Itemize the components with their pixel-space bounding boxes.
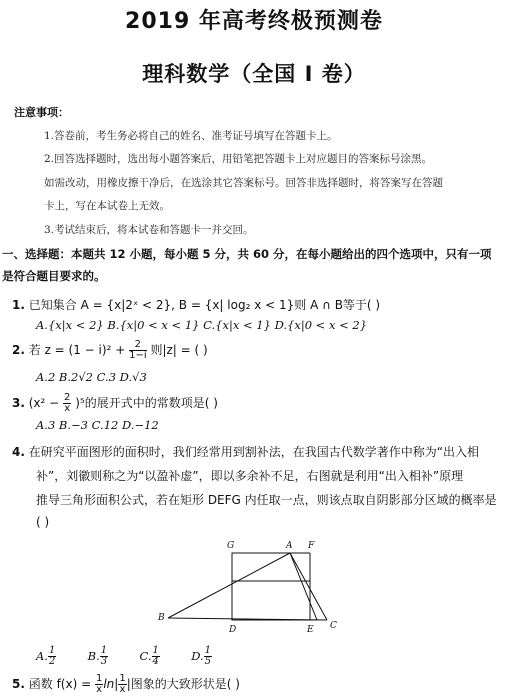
option-letter: D. (191, 648, 204, 663)
fraction (100, 646, 108, 667)
question-number: 3. (12, 396, 25, 410)
denominator: 4 (152, 656, 159, 667)
rectangle-defg (232, 553, 317, 620)
label-b: B (158, 613, 165, 623)
numerator: 1 (100, 645, 108, 656)
question-number: 4. (12, 445, 25, 459)
question-number: 5. (12, 677, 25, 691)
denominator: x (64, 403, 71, 414)
denominator: 1−i (129, 350, 147, 361)
numerator: 1 (95, 673, 103, 684)
numerator: 2 (129, 340, 147, 351)
label-f: F (308, 541, 315, 551)
fraction (152, 646, 160, 667)
question-stem-ln: ln| (103, 677, 119, 691)
denominator: x (119, 684, 126, 695)
fraction (63, 393, 71, 414)
label-e: E (307, 625, 314, 635)
question-3 (12, 393, 218, 414)
question-stem: 函数 f(x) = (28, 677, 92, 691)
label-g: G (227, 541, 235, 551)
question-3-options: A.3 B.−3 C.12 D.−12 (36, 418, 159, 432)
question-4-options (36, 646, 212, 667)
paper-subtitle: 理科数学（全国 I 卷） (142, 62, 366, 86)
question-stem-end: |图象的大致形状是( ) (126, 677, 240, 691)
fraction (204, 646, 212, 667)
option-letter: A. (36, 648, 48, 663)
question-stem: (x² − (28, 396, 60, 410)
section-heading-cont: 是符合题目要求的。 (2, 269, 106, 283)
option-d (191, 645, 212, 667)
question-1 (12, 296, 380, 313)
label-c: C (330, 621, 337, 631)
question-number: 2. (12, 343, 25, 357)
note-line: 2.回答选择题时，选出每小题答案后，用铅笔把答题卡上对应题目的答案标号涂黑。 (44, 153, 433, 165)
denominator: x (96, 684, 103, 695)
denominator: 3 (100, 656, 108, 667)
fraction (118, 674, 126, 695)
note-line: 1.答卷前，考生务必将自己的姓名、准考证号填写在答题卡上。 (44, 130, 338, 142)
question-2 (12, 340, 208, 361)
label-d: D (229, 625, 237, 635)
question-5 (12, 674, 240, 695)
option-a (36, 645, 56, 667)
segment-ac (290, 553, 327, 620)
paper-title: 2019 年高考终极预测卷 (125, 9, 383, 34)
numerator: 1 (48, 645, 56, 656)
question-stem: 若 z = (1 − i)² + (28, 343, 126, 357)
fraction (129, 340, 147, 361)
option-letter: B. (87, 648, 100, 663)
question-4-line: 补”，刘徽则称之为“以盈补虚”，即以多余补不足，右图就是利用“出入相补”原理 (36, 469, 464, 483)
section-heading: 一、选择题：本题共 12 小题，每小题 5 分，共 60 分，在每小题给出的四个选项中，只有一项 (2, 247, 492, 261)
numerator: 1 (119, 673, 126, 684)
note-line: 卡上，写在本试卷上无效。 (44, 200, 170, 212)
segment-ba (168, 553, 290, 618)
question-stem: 已知集合 A = {x|2ˣ < 2}, B = {x| log₂ x < 1}则 A ∩ B等于( ) (28, 298, 381, 312)
question-4-line: ( ) (36, 515, 50, 529)
question-stem-end: )⁵的展开式中的常数项是( ) (75, 396, 218, 410)
numerator: 2 (64, 392, 71, 403)
notes-heading: 注意事项： (14, 106, 69, 119)
option-b (87, 645, 108, 667)
question-stem: 在研究平面图形的面积时，我们经常用到割补法，在我国古代数学著作中称为“出入相 (28, 445, 479, 459)
question-4-line: 推导三角形面积公式，若在矩形 DEFG 内任取一点，则该点取自阴影部分区域的概率是 (36, 493, 497, 507)
denominator: 2 (48, 656, 56, 667)
question-4 (12, 443, 479, 460)
question-1-options: A.{x|x < 2} B.{x|0 < x < 1} C.{x|x < 1} D.{x|0 < x < 2} (36, 318, 368, 332)
note-line: 3.考试结束后，将本试卷和答题卡一并交回。 (44, 224, 254, 236)
option-letter: C. (139, 648, 152, 663)
fraction (48, 646, 56, 667)
numerator: 1 (152, 645, 159, 656)
question-2-options: A.2 B.2√2 C.3 D.√3 (36, 370, 147, 384)
option-c (139, 645, 159, 667)
question-stem-end: 则|z| = ( ) (150, 343, 208, 357)
label-a: A (286, 541, 293, 551)
denominator: 5 (204, 656, 212, 667)
question-number: 1. (12, 298, 25, 312)
numerator: 1 (204, 645, 212, 656)
note-line: 如需改动，用橡皮擦干净后，在选涂其它答案标号。回答非选择题时，将答案写在答题 (44, 177, 443, 189)
geometry-figure (150, 536, 350, 636)
